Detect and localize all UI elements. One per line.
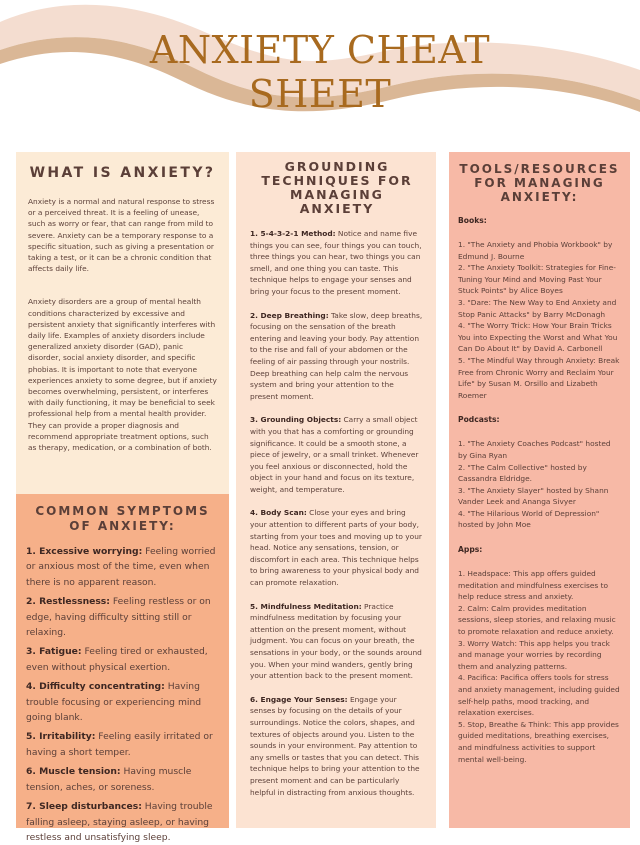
symptom-text: Having trouble focusing or experiencing mind going blank. (26, 681, 202, 724)
symptom-item (26, 644, 219, 675)
symptom-term: 1. Excessive worrying: (26, 546, 143, 557)
symptom-text: Feeling restless or on edge, having difficulty sitting still or relaxing. (26, 596, 211, 639)
podcasts-list (458, 438, 621, 531)
technique-item (250, 507, 424, 588)
technique-term: 2. Deep Breathing: (250, 310, 329, 320)
grounding-list (250, 228, 424, 798)
technique-item (250, 310, 424, 403)
books-list (458, 239, 621, 401)
what-is-anxiety-heading: WHAT IS ANXIETY? (29, 165, 216, 181)
symptom-text: Having trouble falling asleep, staying asleep, or having restless and unsatisfying sleep. (26, 801, 213, 843)
technique-text: Carry a small object with you that has a comforting or grounding significance. It could be a smooth stone, a piece of jewelry, or a small trinket. Whenever you feel anxious or disconnected, hold the object in your hand and focus on its texture, weight, and temperature. (250, 415, 419, 494)
technique-text: Engage your senses by focusing on the details of your surroundings. Notice the colors, shapes, and textures of objects around you. Listen to the sounds in your environment. Pay attention to any smells or tastes that you can detect. This technique helps to bring your attention to the present moment and can be particularly helpful in distracting from anxious thoughts. (250, 694, 420, 797)
page-title (0, 28, 640, 116)
podcast-item: 3. "The Anxiety Slayer" hosted by Shann Vander Leek and Ananga Sivyer (458, 485, 609, 507)
symptom-text: Having muscle tension, aches, or soreness. (26, 766, 192, 793)
symptom-item (26, 764, 219, 795)
symptom-term: 2. Restlessness: (26, 596, 110, 608)
symptom-text: Feeling easily irritated or having a short temper. (26, 731, 213, 758)
grounding-section (236, 152, 436, 828)
symptom-term: 5. Irritability: (26, 731, 96, 743)
symptom-item (26, 799, 219, 845)
book-item: 2. "The Anxiety Toolkit: Strategies for Fine-Tuning Your Mind and Moving Past Your Stuck Points" by Alice Boyes (458, 263, 616, 296)
technique-term: 5. Mindfulness Meditation: (250, 601, 362, 611)
tools-section (449, 152, 630, 828)
app-item: 3. Worry Watch: This app helps you track and manage your worries by recording them and analyzing patterns. (458, 638, 610, 671)
technique-term: 6. Engage Your Senses: (250, 694, 348, 704)
symptom-text: Feeling tired or exhausted, even without physical exertion. (26, 646, 208, 673)
what-paragraph-1: Anxiety is a normal and natural response to stress or a perceived threat. It is a feeling of unease, such as worry or fear, that can range from mild to severe. Anxiety can be a temporary response to a specific situation, such as giving a presentation or taking a test, or it can be a chronic condition that affects daily life. (28, 197, 215, 274)
what-is-anxiety-section (16, 152, 229, 494)
technique-text: Notice and name five things you can see, four things you can touch, three things you can hear, two things you can smell, and one thing you can taste. This technique helps to engage your senses and bring your focus to the present moment. (250, 229, 422, 296)
technique-term: 1. 5-4-3-2-1 Method: (250, 229, 336, 238)
symptom-item (26, 679, 219, 725)
technique-text: Practice mindfulness meditation by focusing your attention on the present moment, without judgment. You can focus on your breath, the sensations in your body, or the sounds around you. When your mind wanders, gently bring your attention back to the present moment. (250, 601, 422, 681)
symptom-term: 3. Fatigue: (26, 646, 82, 658)
app-item: 1. Headspace: This app offers guided meditation and mindfulness exercises to help reduce stress and anxiety. (458, 569, 609, 602)
technique-term: 3. Grounding Objects: (250, 415, 342, 425)
technique-text: Take slow, deep breaths, focusing on the sensation of the breath entering and leaving your body. Pay attention to the rise and fall of your abdomen or the feeling of air passing through your nostrils. Deep breathing can help calm the nervous system and bring your attention to the present moment. (250, 310, 423, 401)
technique-item (250, 694, 424, 798)
symptom-item (26, 594, 219, 640)
apps-heading: Apps: (458, 545, 483, 555)
podcasts-heading: Podcasts: (458, 415, 500, 425)
symptom-term: 4. Difficulty concentrating: (26, 681, 165, 693)
technique-item (250, 414, 424, 495)
symptoms-list (26, 544, 219, 845)
book-item: 5. "The Mindful Way through Anxiety: Break Free from Chronic Worry and Reclaim Your Life" by Susan M. Orsillo and Lizabeth Roemer (458, 355, 620, 400)
book-item: 4. "The Worry Trick: How Your Brain Tricks You into Expecting the Worst and What You Can Do About It" by David A. Carbonell (458, 321, 618, 354)
symptoms-section (16, 494, 229, 843)
symptom-term: 7. Sleep disturbances: (26, 801, 142, 813)
technique-term: 4. Body Scan: (250, 508, 307, 518)
book-item: 3. "Dare: The New Way to End Anxiety and Stop Panic Attacks" by Barry McDonagh (458, 297, 617, 319)
tools-heading: TOOLS/RESOURCES FOR MANAGING ANXIETY: (459, 162, 620, 204)
app-item: 5. Stop, Breathe & Think: This app provides guided meditations, breathing exercises, and mindfulness activities to support mental well-being. (458, 719, 619, 764)
podcast-item: 1. "The Anxiety Coaches Podcast" hosted by Gina Ryan (458, 439, 611, 460)
symptom-item (26, 544, 219, 590)
app-item: 4. Pacifica: Pacifica offers tools for stress and anxiety management, including guided self-help paths, mood tracking, and relaxation exercises. (458, 673, 620, 718)
podcast-item: 2. "The Calm Collective" hosted by Cassandra Eldridge. (458, 462, 587, 484)
book-item: 1. "The Anxiety and Phobia Workbook" by Edmund J. Bourne (458, 240, 613, 261)
podcast-item: 4. "The Hilarious World of Depression" hosted by John Moe (458, 508, 600, 530)
title-line-2: SHEET (248, 72, 392, 116)
app-item: 2. Calm: Calm provides meditation sessions, sleep stories, and relaxing music to promote relaxation and reduce anxiety. (458, 603, 616, 637)
symptoms-heading: COMMON SYMPTOMS OF ANXIETY: (35, 504, 210, 533)
technique-item (250, 601, 424, 682)
what-paragraph-2: Anxiety disorders are a group of mental health conditions characterized by excessive and persistent anxiety that significantly interferes with daily life. Examples of anxiety disorders include generalized anxiety disorder (GAD), panic disorder, social anxiety disorder, and specific phobias. It is important to note that everyone experiences anxiety to some degree, but if anxiety becomes overwhelming, persistent, or interferes with daily functioning, it may be beneficial to seek professional help from a mental health provider. They can provide a proper diagnosis and recommend appropriate treatment options, such as therapy, medication, or a combination of both. (28, 297, 217, 453)
technique-text: Close your eyes and bring your attention to different parts of your body, starting from your toes and moving up to your head. Notice any sensations, tension, or discomfort in each area. This technique helps to bring awareness to your physical body and can promote relaxation. (250, 508, 422, 588)
technique-item (250, 228, 424, 298)
symptom-text: Feeling worried or anxious most of the time, even when there is no apparent reason. (26, 546, 216, 588)
symptom-item (26, 729, 219, 760)
grounding-heading: GROUNDING TECHNIQUES FOR MANAGING ANXIETY (261, 159, 413, 216)
books-heading: Books: (458, 216, 487, 225)
title-line-1: ANXIETY CHEAT (149, 28, 491, 72)
tools-content (458, 216, 621, 765)
apps-list (458, 568, 621, 765)
symptom-term: 6. Muscle tension: (26, 766, 121, 778)
